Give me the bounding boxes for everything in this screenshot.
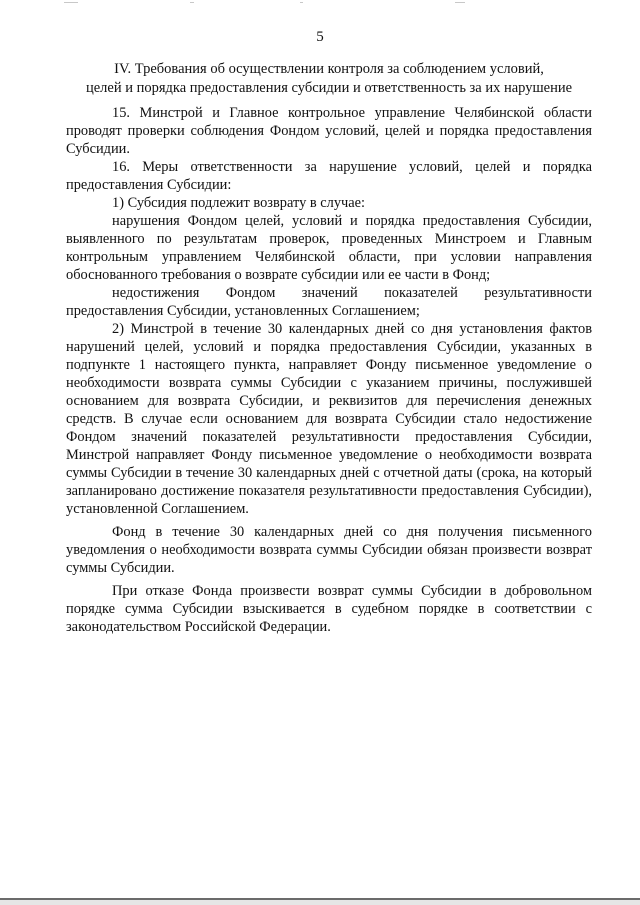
section-heading-line-2: целей и порядка предоставления субсидии и ответственность за их нарушение [85, 80, 573, 96]
scan-speck [64, 2, 78, 3]
paragraph-16: 16. Меры ответственности за нарушение условий, целей и порядка предоставления Субсидии: [66, 159, 592, 193]
paragraph-16-item-1-case-a: нарушения Фондом целей, условий и порядка предоставления Субсидии, выявленного по результатам проверок, проведенных Минстроем и Главным контрольным управлением Челябинской области, при условии направления обоснованного требования о возврате субсидии или ее части в Фонд; [66, 213, 592, 283]
scan-speck [190, 2, 194, 3]
paragraph-16-item-1: 1) Субсидия подлежит возврату в случае: [112, 195, 366, 211]
paragraph-16-item-2: 2) Минстрой в течение 30 календарных дней со дня установления фактов нарушений целей, условий и порядка предоставления Субсидии, указанных в подпункте 1 настоящего пункта, направляет Фонду письменное уведомление о необходимости возврата суммы Субсидии с указанием причины, послужившей основанием для возврата Субсидии, и реквизитов для перечисления денежных средств. В случае если основанием для возврата Субсидии стало недостижение Фондом значений показателей результативности предоставления Субсидии, Минстрой направляет Фонду письменное уведомление о необходимости возврата суммы Субсидии в течение 30 календарных дней с отчетной даты (срока, на который запланировано достижение показателя результативности предоставления Субсидии), установленной Соглашением. [66, 321, 592, 517]
page-number: 5 [316, 29, 324, 45]
paragraph-refund-term: Фонд в течение 30 календарных дней со дня получения письменного уведомления о необходимости возврата суммы Субсидии обязан произвести возврат суммы Субсидии. [66, 524, 592, 576]
scan-bottom-shadow [0, 900, 640, 905]
paragraph-16-item-1-case-b: недостижения Фондом значений показателей результативности предоставления Субсидии, установленных Соглашением; [66, 285, 592, 319]
document-body [66, 104, 592, 636]
scan-speck [455, 2, 465, 3]
section-heading-line-1: IV. Требования об осуществлении контроля за соблюдением условий, [114, 61, 544, 77]
section-heading [66, 60, 592, 98]
paragraph-15: 15. Минстрой и Главное контрольное управление Челябинской области проводят проверки соблюдения Фондом условий, целей и порядка предоставления Субсидии. [66, 105, 592, 157]
paragraph-court-recovery: При отказе Фонда произвести возврат суммы Субсидии в добровольном порядке сумма Субсидии взыскивается в судебном порядке в соответствии с законодательством Российской Федерации. [66, 583, 592, 635]
scan-top-edge [0, 0, 640, 8]
scan-speck [300, 2, 303, 3]
